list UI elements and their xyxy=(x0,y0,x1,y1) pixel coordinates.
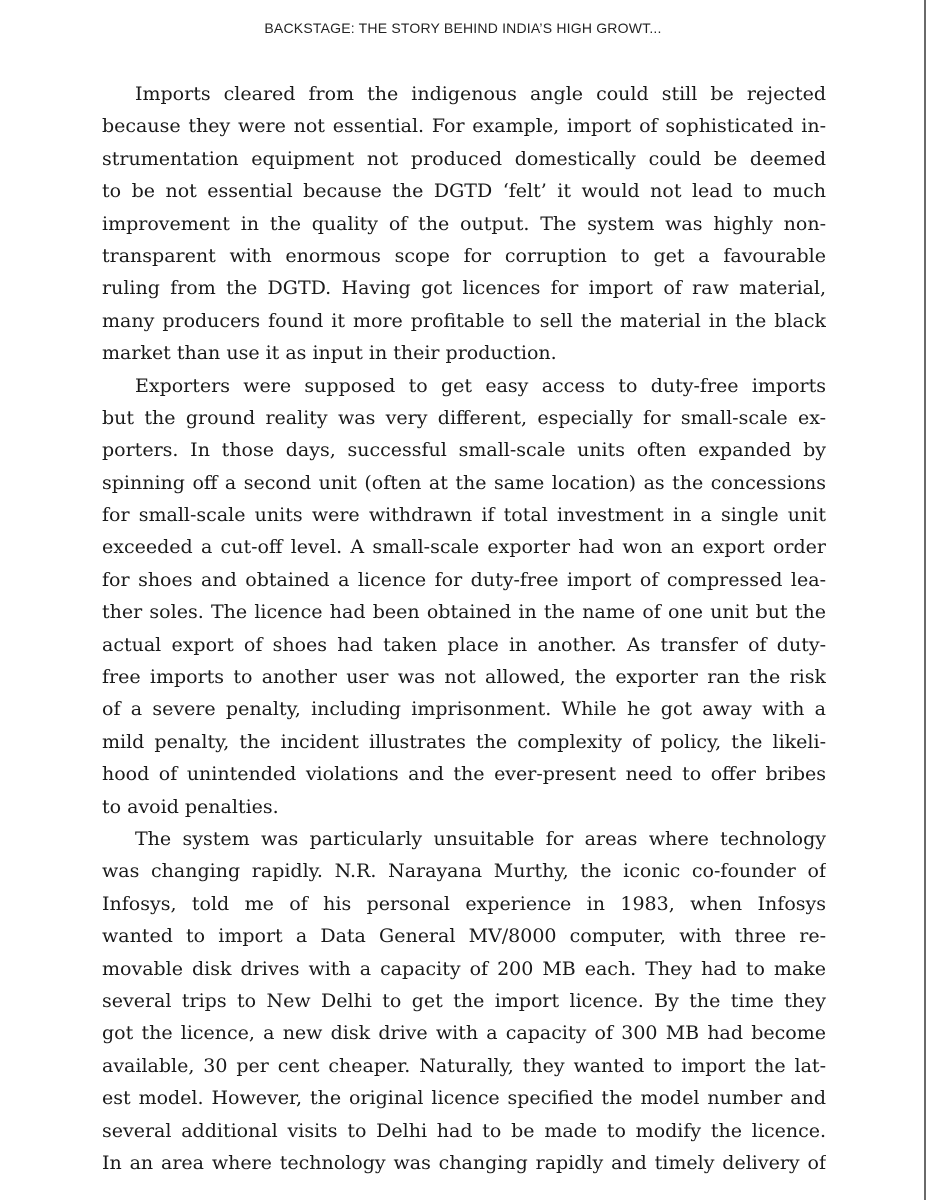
text-line: to be not essential because the DGTD ‘felt’ it would not lead to much xyxy=(102,180,826,203)
text-line: exceeded a cut-off level. A small-scale exporter had won an export order xyxy=(102,536,826,559)
text-line: several additional visits to Delhi had to be made to modify the licence. xyxy=(102,1119,826,1142)
text-line: to avoid penalties. xyxy=(102,795,279,818)
paragraph-3 xyxy=(102,823,826,1179)
text-line: mild penalty, the incident illustrates the complexity of policy, the likeli- xyxy=(102,730,826,753)
text-line: movable disk drives with a capacity of 200 MB each. They had to make xyxy=(102,957,826,980)
text-line: porters. In those days, successful small-scale units often expanded by xyxy=(102,439,826,462)
text-line: ther soles. The licence had been obtained in the name of one unit but the xyxy=(102,601,826,624)
text-line: est model. However, the original licence specified the model number and xyxy=(102,1087,826,1110)
text-line: The system was particularly unsuitable for areas where technology xyxy=(135,827,826,850)
text-line: ruling from the DGTD. Having got licences for import of raw material, xyxy=(102,277,826,300)
paragraph-2 xyxy=(102,370,826,823)
running-header: BACKSTAGE: THE STORY BEHIND INDIA’S HIGH GROWT... xyxy=(264,20,662,36)
text-line: strumentation equipment not produced domestically could be deemed xyxy=(102,147,826,170)
text-line: transparent with enormous scope for corruption to get a favourable xyxy=(102,244,826,267)
text-line: got the licence, a new disk drive with a capacity of 300 MB had become xyxy=(102,1022,826,1045)
text-line: wanted to import a Data General MV/8000 computer, with three re- xyxy=(102,925,826,948)
text-line: market than use it as input in their production. xyxy=(102,342,557,365)
text-line: was changing rapidly. N.R. Narayana Murthy, the iconic co-founder of xyxy=(102,860,826,883)
text-line: available, 30 per cent cheaper. Naturally, they wanted to import the lat- xyxy=(102,1054,826,1077)
text-line: because they were not essential. For example, import of sophisticated in- xyxy=(102,115,826,138)
text-line: Imports cleared from the indigenous angle could still be rejected xyxy=(135,83,826,105)
text-line: hood of unintended violations and the ever-present need to offer bribes xyxy=(102,763,826,786)
text-line: of a severe penalty, including imprisonment. While he got away with a xyxy=(102,698,826,721)
paragraph-1 xyxy=(102,78,826,370)
text-line: Exporters were supposed to get easy access to duty-free imports xyxy=(135,374,826,397)
text-line: actual export of shoes had taken place in another. As transfer of duty- xyxy=(102,633,826,656)
text-line: Infosys, told me of his personal experience in 1983, when Infosys xyxy=(102,892,826,915)
page-body xyxy=(102,78,826,1179)
text-line: spinning off a second unit (often at the same location) as the concessions xyxy=(102,471,826,494)
text-line: for small-scale units were withdrawn if total investment in a single unit xyxy=(102,504,826,527)
text-line: free imports to another user was not allowed, the exporter ran the risk xyxy=(102,666,826,689)
text-line: many producers found it more profitable to sell the material in the black xyxy=(102,309,826,332)
text-line: but the ground reality was very different, especially for small-scale ex- xyxy=(102,406,826,429)
text-line: several trips to New Delhi to get the import licence. By the time they xyxy=(102,989,826,1012)
text-line: In an area where technology was changing rapidly and timely delivery of xyxy=(102,1151,826,1174)
text-line: improvement in the quality of the output. The system was highly non- xyxy=(102,212,826,235)
text-line: for shoes and obtained a licence for duty-free import of compressed lea- xyxy=(102,568,826,591)
